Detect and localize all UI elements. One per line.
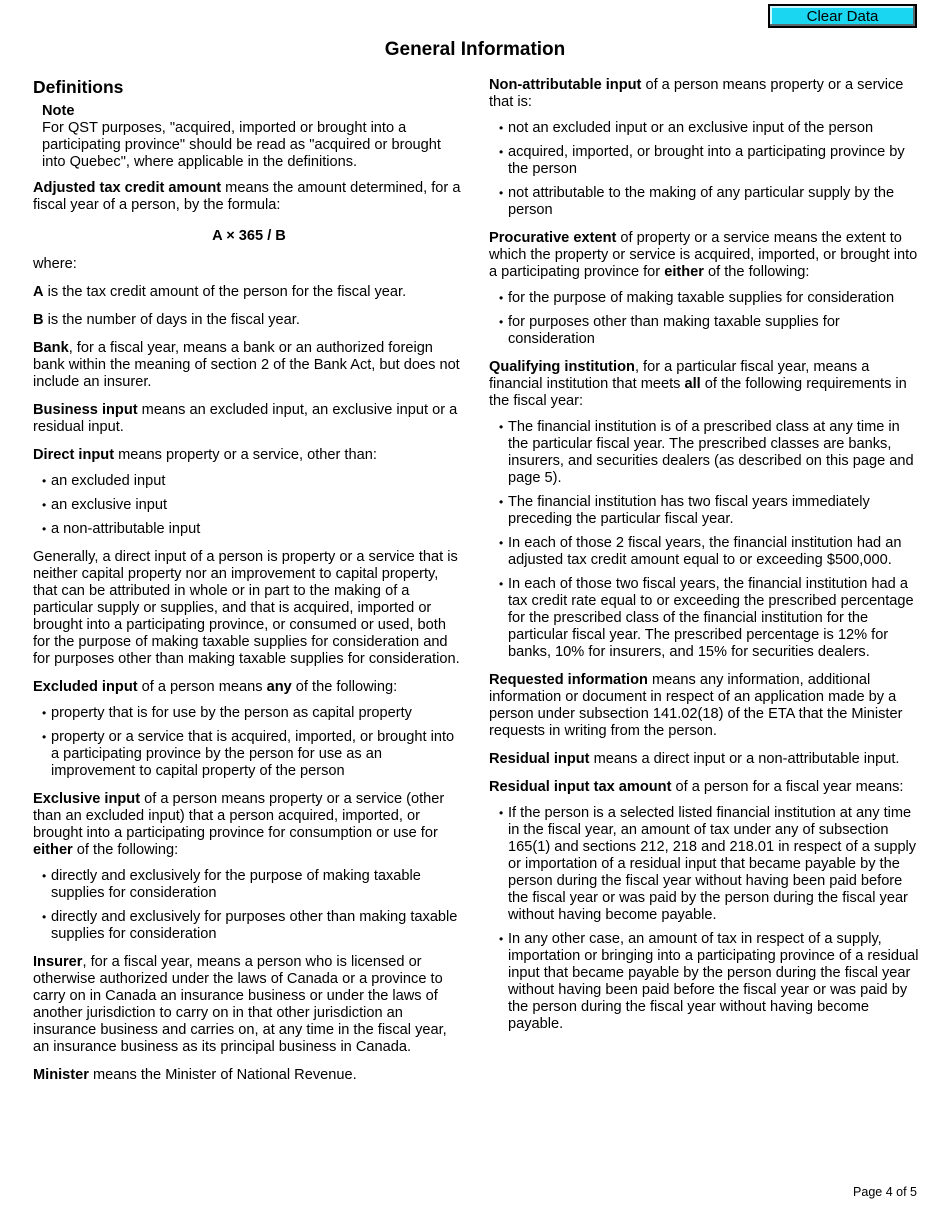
definition-requested-information xyxy=(489,672,924,740)
list-item: • directly and exclusively for purposes other than making taxable supplies for consideration xyxy=(33,909,465,943)
list-item: • If the person is a selected listed financial institution at any time in the fiscal year, an amount of tax under any of subsection 165(1) and sections 212, 218 and 218.01 in respect of a supply or importation of a residual input that became payable by the person during the fiscal year without having been paid before the fiscal year or was paid by the person during the fiscal year without having become payable. xyxy=(489,805,924,924)
note-text: For QST purposes, "acquired, imported or brought into a participating province" should be read as "acquired or brought into Quebec", where applicable in the definitions. xyxy=(42,120,441,170)
direct-input-paragraph: Generally, a direct input of a person is property or a service that is neither capital property nor an improvement to capital property, that can be attributed in whole or in part to the making of a particular supply or supplies, and that is acquired, imported or brought into a participating province, or consumed or used, both for the purpose of making taxable supplies for consideration and for purposes other than making taxable supplies for consideration. xyxy=(33,549,460,667)
list-item: • an excluded input xyxy=(33,473,465,490)
definition-text: is the number of days in the fiscal year. xyxy=(43,312,300,328)
definition-bank xyxy=(33,340,465,391)
term: Excluded input xyxy=(33,679,138,695)
term: Requested information xyxy=(489,672,648,688)
definition-text: of property or a service means the extent to which the property or service is acquired, imported, or brought into a participating province for xyxy=(489,230,918,280)
definition-adjusted-tax-credit-amount xyxy=(33,180,465,214)
list-item: • for the purpose of making taxable supplies for consideration xyxy=(489,290,924,307)
list-item: • In each of those two fiscal years, the financial institution had a tax credit rate equal to or exceeding the prescribed percentage for the prescribed class of the financial institution for the particular fiscal year. The prescribed percentage is 12% for banks, 10% for insurers, and 15% for securities dealers. xyxy=(489,576,924,661)
list-item: • acquired, imported, or brought into a participating province by the person xyxy=(489,144,924,178)
page-number: Page 4 of 5 xyxy=(853,1185,917,1199)
definition-procurative-extent xyxy=(489,230,924,281)
definition-text: means any information, additional information or document in respect of an application made by a person under subsection 141.02(18) of the ETA that the Minister requests in writing from the person. xyxy=(489,672,903,739)
definition-qualifying-institution xyxy=(489,359,924,410)
list-item: • a non-attributable input xyxy=(33,521,465,538)
term: Qualifying institution xyxy=(489,359,635,375)
emphasis: either xyxy=(33,842,73,858)
definition-text: of a person for a fiscal year means: xyxy=(671,779,904,795)
definition-exclusive-input xyxy=(33,791,465,859)
list-item: • directly and exclusively for the purpose of making taxable supplies for consideration xyxy=(33,868,465,902)
definition-minister xyxy=(33,1067,465,1084)
definition-text: , for a fiscal year, means a person who is licensed or otherwise authorized under the laws of Canada or a province to carry on in Canada an insurance business or under the laws of another jurisdiction to carry on in that other jurisdiction an insurance business and carries on, at any time in the fiscal year, an insurance business as its principal business in Canada. xyxy=(33,954,447,1055)
definition-text: , for a fiscal year, means a bank or an authorized foreign bank within the meaning of section 2 of the Bank Act, but does not include an insurer. xyxy=(33,340,460,390)
definition-text: of a person means xyxy=(137,679,267,695)
definition-text: means property or a service, other than: xyxy=(114,447,377,463)
formula: A × 365 / B xyxy=(212,228,286,244)
list-item: • property or a service that is acquired, imported, or brought into a participating province by the person for use as an improvement to capital property of the person xyxy=(33,729,465,780)
definition-text: of a person means property or a service (other than an excluded input) that a person acquired, imported, or brought into a participating province for consumption or use for xyxy=(33,791,445,841)
definition-excluded-input xyxy=(33,679,465,696)
definition-direct-input xyxy=(33,447,465,464)
excluded-input-list xyxy=(33,705,465,780)
term: Bank xyxy=(33,340,69,356)
definition-non-attributable-input xyxy=(489,77,924,111)
procurative-list xyxy=(489,290,924,348)
term: Residual input xyxy=(489,751,590,767)
definition-text: of the following: xyxy=(72,842,179,858)
definition-text: means the Minister of National Revenue. xyxy=(88,1067,357,1083)
term: Procurative extent xyxy=(489,230,617,246)
page-title: General Information xyxy=(384,39,566,60)
right-column xyxy=(489,77,924,1044)
direct-input-list xyxy=(33,473,465,538)
list-item: • The financial institution has two fiscal years immediately preceding the particular fiscal year. xyxy=(489,494,924,528)
term: Exclusive input xyxy=(33,791,141,807)
definition-a xyxy=(33,284,465,301)
list-item: • not attributable to the making of any particular supply by the person xyxy=(489,185,924,219)
term: B xyxy=(33,312,44,328)
emphasis: any xyxy=(266,679,292,695)
note-block xyxy=(42,103,465,171)
list-item: • In each of those 2 fiscal years, the financial institution had an adjusted tax credit amount equal to or exceeding $500,000. xyxy=(489,535,924,569)
term: Direct input xyxy=(33,447,115,463)
list-item: • not an excluded input or an exclusive input of the person xyxy=(489,120,924,137)
list-item: • In any other case, an amount of tax in respect of a supply, importation or bringing into a participating province of a residual input that became payable by the person during the fiscal year without having been paid before the fiscal year or was paid by the person during the fiscal year without having become payable. xyxy=(489,931,924,1033)
definition-insurer xyxy=(33,954,465,1056)
term: Business input xyxy=(33,402,138,418)
definition-text: of the following: xyxy=(291,679,398,695)
definition-business-input xyxy=(33,402,465,436)
list-item: • for purposes other than making taxable supplies for consideration xyxy=(489,314,924,348)
left-column xyxy=(33,77,465,1095)
term: A xyxy=(33,284,44,300)
clear-data-button[interactable]: Clear Data xyxy=(768,4,917,28)
qualifying-list xyxy=(489,419,924,661)
definition-text: means the amount determined, for a fiscal year of a person, by the formula: xyxy=(33,180,461,213)
residual-tax-list xyxy=(489,805,924,1033)
definition-text: means an excluded input, an exclusive input or a residual input. xyxy=(33,402,458,435)
term: Minister xyxy=(33,1067,89,1083)
note-title: Note xyxy=(42,103,75,119)
emphasis: either xyxy=(664,264,704,280)
term: Non-attributable input xyxy=(489,77,642,93)
definition-text: , for a particular fiscal year, means a financial institution that meets xyxy=(489,359,870,392)
definition-residual-input xyxy=(489,751,924,768)
definition-text: of the following: xyxy=(703,264,810,280)
where-label: where: xyxy=(33,256,77,272)
definition-b xyxy=(33,312,465,329)
term: Insurer xyxy=(33,954,83,970)
non-attributable-list xyxy=(489,120,924,219)
definitions-heading: Definitions xyxy=(33,77,124,97)
term: Residual input tax amount xyxy=(489,779,672,795)
list-item: • property that is for use by the person as capital property xyxy=(33,705,465,722)
term: Adjusted tax credit amount xyxy=(33,180,222,196)
list-item: • an exclusive input xyxy=(33,497,465,514)
list-item: • The financial institution is of a prescribed class at any time in the particular fiscal year. The prescribed classes are banks, insurers, and securities dealers (as described on this page and page 5). xyxy=(489,419,924,487)
definition-residual-input-tax-amount xyxy=(489,779,924,796)
definition-text: of the following requirements in the fiscal year: xyxy=(489,376,907,409)
definition-text: is the tax credit amount of the person for the fiscal year. xyxy=(43,284,407,300)
emphasis: all xyxy=(684,376,701,392)
definition-text: means a direct input or a non-attributable input. xyxy=(589,751,900,767)
exclusive-input-list xyxy=(33,868,465,943)
definition-text: of a person means property or a service that is: xyxy=(489,77,904,110)
